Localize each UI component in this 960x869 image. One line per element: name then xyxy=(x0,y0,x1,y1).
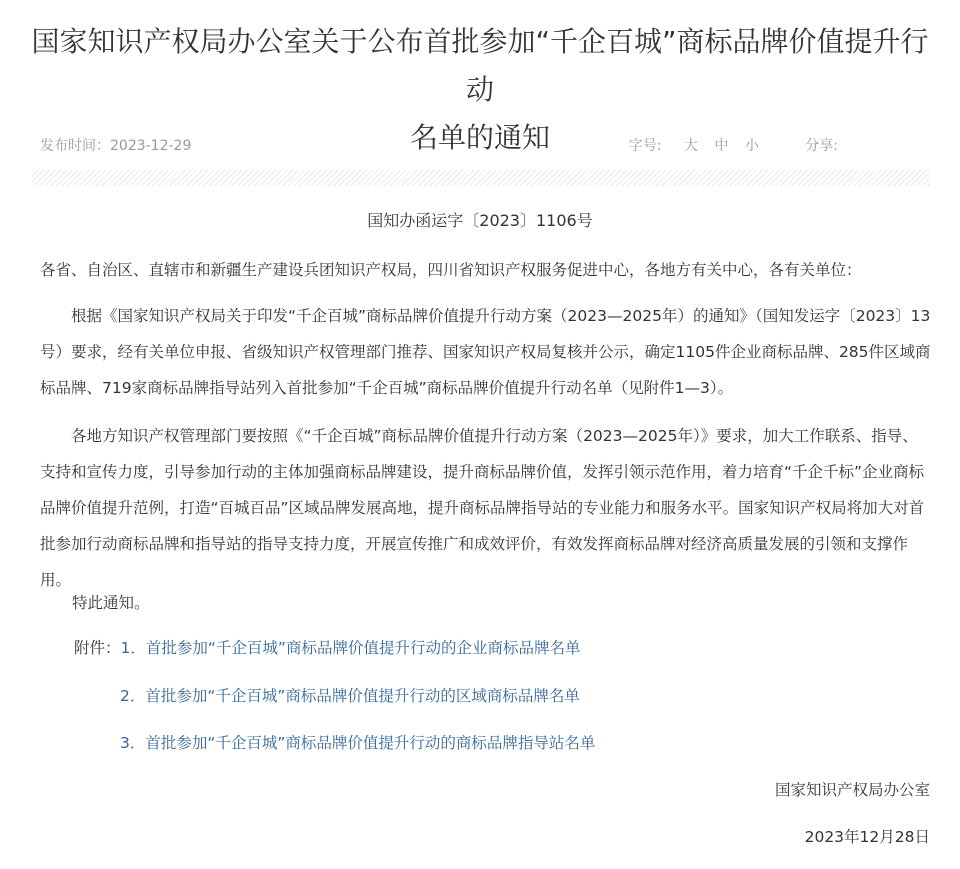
publish-date: 2023-12-29 xyxy=(110,138,192,154)
attachments-label: 附件： xyxy=(74,639,121,657)
body-paragraph-2: 各地方知识产权管理部门要按照《“千企百城”商标品牌价值提升行动方案（2023—2025年）》要求，加大工作联系、指导、支持和宣传力度，引导参加行动的主体加强商标品牌建设，提升商标品牌价值，发挥引领示范作用，着力培育“千企千标”企业商标品牌价值提升范例，打造“百城百品”区域品牌发展高地，提升商标品牌指导站的专业能力和服务水平。国家知识产权局将加大对首批参加行动商标品牌和指导站的指导支持力度，开展宣传推广和成效评价，有效发挥商标品牌对经济高质量发展的引领和支撑作用。 xyxy=(40,427,925,589)
attachment-link-2[interactable]: 2．首批参加“千企百城”商标品牌价值提升行动的区域商标品牌名单 xyxy=(120,687,580,705)
article-body xyxy=(40,252,932,610)
font-size-label: 字号: xyxy=(628,138,662,154)
font-size-small-button[interactable]: 小 xyxy=(744,138,759,154)
notice-closing: 特此通知。 xyxy=(72,594,150,612)
font-size-large-button[interactable]: 大 xyxy=(683,138,698,154)
publish-label: 发布时间： xyxy=(40,138,110,154)
share-label: 分享: xyxy=(805,138,838,154)
article-title-line2: 名单的通知 xyxy=(409,121,550,154)
issuer-signature: 国家知识产权局办公室 xyxy=(774,781,930,799)
header-divider xyxy=(32,170,930,186)
attachment-item xyxy=(120,686,580,706)
article-tools xyxy=(629,137,850,155)
publish-info xyxy=(40,137,191,155)
body-paragraph-1: 根据《国家知识产权局关于印发“千企百城”商标品牌价值提升行动方案（2023—2025年）的通知》（国知发运字〔2023〕13号）要求，经有关单位申报、省级知识产权管理部门推荐、国家知识产权局复核并公示，确定1105件企业商标品牌、285件区域商标品牌、719家商标品牌指导站列入首批参加“千企百城”商标品牌价值提升行动名单（见附件1—3）。 xyxy=(40,307,931,397)
attachment-link-3[interactable]: 3．首批参加“千企百城”商标品牌价值提升行动的商标品牌指导站名单 xyxy=(120,734,596,752)
article-title-line1: 国家知识产权局办公室关于公布首批参加“千企百城”商标品牌价值提升行动 xyxy=(31,25,929,106)
attachment-item xyxy=(120,733,595,753)
addressee: 各省、自治区、直辖市和新疆生产建设兵团知识产权局，四川省知识产权服务促进中心，各地方有关中心，各有关单位： xyxy=(40,261,862,279)
attachment-item xyxy=(74,638,580,658)
document-number: 国知办函运字〔2023〕1106号 xyxy=(367,211,593,230)
attachment-link-1[interactable]: 1．首批参加“千企百城”商标品牌价值提升行动的企业商标品牌名单 xyxy=(120,639,581,657)
font-size-medium-button[interactable]: 中 xyxy=(714,138,729,154)
issue-date: 2023年12月28日 xyxy=(804,828,930,846)
